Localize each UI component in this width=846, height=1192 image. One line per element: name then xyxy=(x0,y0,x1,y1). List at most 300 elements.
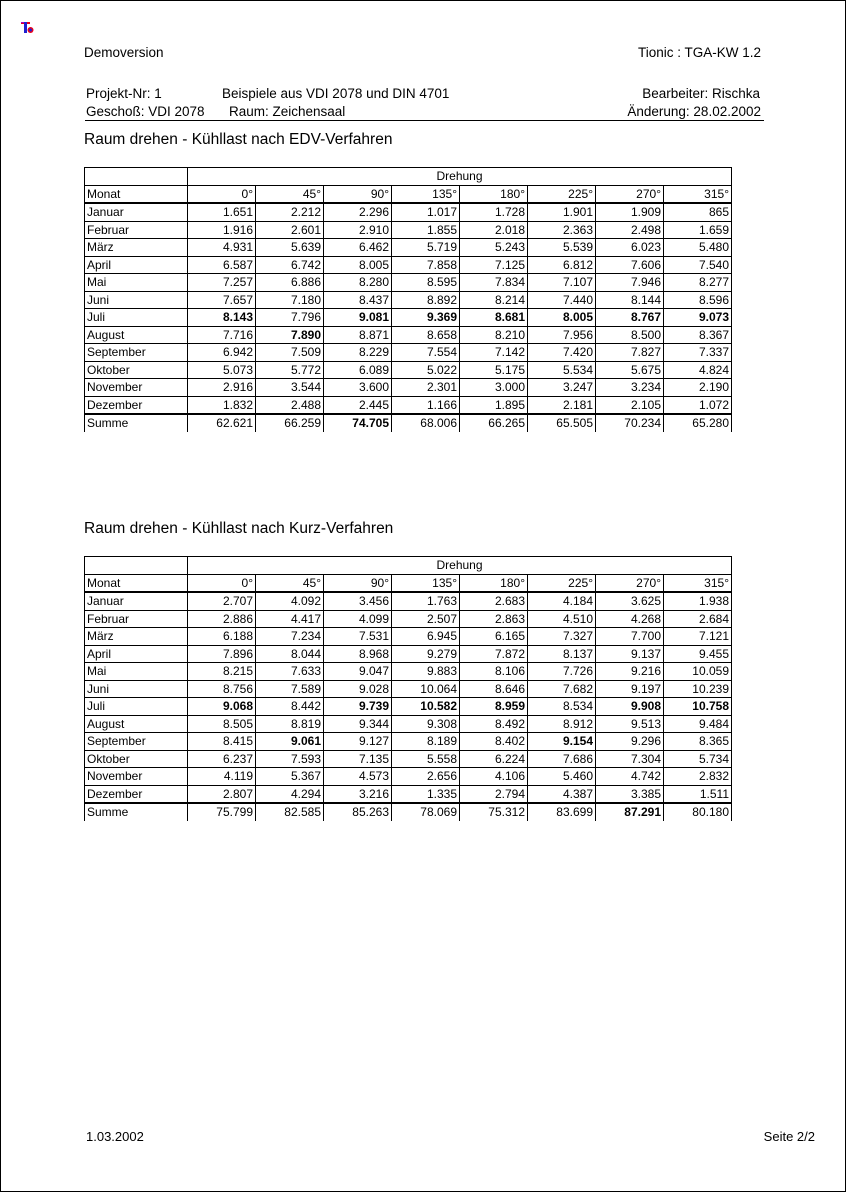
value-cell: 8.871 xyxy=(324,326,392,344)
value-cell: 2.190 xyxy=(664,379,732,397)
value-cell: 6.188 xyxy=(188,628,256,646)
table-1-title: Raum drehen - Kühllast nach EDV-Verfahren xyxy=(84,131,393,148)
value-cell: 1.728 xyxy=(460,203,528,221)
value-cell: 4.294 xyxy=(256,785,324,803)
value-cell: 2.683 xyxy=(460,592,528,610)
value-cell: 1.938 xyxy=(664,592,732,610)
value-cell: 4.742 xyxy=(596,768,664,786)
value-cell: 9.216 xyxy=(596,663,664,681)
value-cell: 1.511 xyxy=(664,785,732,803)
value-cell: 6.023 xyxy=(596,239,664,257)
value-cell: 7.657 xyxy=(188,291,256,309)
value-cell: 8.819 xyxy=(256,715,324,733)
value-cell: 7.593 xyxy=(256,750,324,768)
table-row xyxy=(85,610,732,628)
value-cell: 9.344 xyxy=(324,715,392,733)
sum-value-cell: 65.280 xyxy=(664,414,732,432)
angle-column-header: 45° xyxy=(256,574,324,592)
changed-date-label: Änderung: 28.02.2002 xyxy=(627,104,761,119)
value-cell: 8.756 xyxy=(188,680,256,698)
value-cell: 6.945 xyxy=(392,628,460,646)
month-column-header: Monat xyxy=(85,574,188,592)
value-cell: 8.367 xyxy=(664,326,732,344)
table-row xyxy=(85,768,732,786)
angle-column-header: 225° xyxy=(528,574,596,592)
value-cell: 1.895 xyxy=(460,396,528,414)
value-cell: 7.509 xyxy=(256,344,324,362)
group-header-row xyxy=(85,557,732,575)
sum-row xyxy=(85,803,732,821)
value-cell: 6.942 xyxy=(188,344,256,362)
value-cell: 2.916 xyxy=(188,379,256,397)
value-cell: 2.707 xyxy=(188,592,256,610)
value-cell: 1.916 xyxy=(188,221,256,239)
value-cell: 4.573 xyxy=(324,768,392,786)
value-cell: 9.137 xyxy=(596,645,664,663)
value-cell: 2.807 xyxy=(188,785,256,803)
app-version-label: Tionic : TGA-KW 1.2 xyxy=(637,45,761,60)
value-cell: 10.064 xyxy=(392,680,460,698)
value-cell: 7.890 xyxy=(256,326,324,344)
table-row xyxy=(85,361,732,379)
value-cell: 9.513 xyxy=(596,715,664,733)
value-cell: 5.175 xyxy=(460,361,528,379)
tionic-logo-icon xyxy=(21,21,35,35)
value-cell: 2.507 xyxy=(392,610,460,628)
value-cell: 5.734 xyxy=(664,750,732,768)
rotation-group-header: Drehung xyxy=(188,557,732,575)
value-cell: 1.763 xyxy=(392,592,460,610)
value-cell: 6.089 xyxy=(324,361,392,379)
value-cell: 4.119 xyxy=(188,768,256,786)
value-cell: 1.072 xyxy=(664,396,732,414)
table-row xyxy=(85,785,732,803)
value-cell: 2.601 xyxy=(256,221,324,239)
cooling-load-table-kurz xyxy=(84,556,732,821)
month-cell: April xyxy=(85,256,188,274)
value-cell: 7.327 xyxy=(528,628,596,646)
month-cell: November xyxy=(85,768,188,786)
value-cell: 8.143 xyxy=(188,309,256,327)
sum-value-cell: 74.705 xyxy=(324,414,392,432)
month-cell: Juni xyxy=(85,291,188,309)
value-cell: 9.739 xyxy=(324,698,392,716)
value-cell: 7.946 xyxy=(596,274,664,292)
sum-value-cell: 87.291 xyxy=(596,803,664,821)
value-cell: 5.534 xyxy=(528,361,596,379)
column-header-row xyxy=(85,574,732,592)
sum-value-cell: 62.621 xyxy=(188,414,256,432)
angle-column-header: 180° xyxy=(460,185,528,203)
value-cell: 9.455 xyxy=(664,645,732,663)
table-row xyxy=(85,326,732,344)
table-row xyxy=(85,203,732,221)
month-cell: Oktober xyxy=(85,361,188,379)
value-cell: 4.106 xyxy=(460,768,528,786)
sum-value-cell: 78.069 xyxy=(392,803,460,821)
value-cell: 8.415 xyxy=(188,733,256,751)
value-cell: 7.834 xyxy=(460,274,528,292)
value-cell: 5.243 xyxy=(460,239,528,257)
value-cell: 7.531 xyxy=(324,628,392,646)
value-cell: 7.686 xyxy=(528,750,596,768)
value-cell: 1.335 xyxy=(392,785,460,803)
sum-label-cell: Summe xyxy=(85,803,188,821)
value-cell: 5.639 xyxy=(256,239,324,257)
value-cell: 7.180 xyxy=(256,291,324,309)
sum-label-cell: Summe xyxy=(85,414,188,432)
value-cell: 2.488 xyxy=(256,396,324,414)
value-cell: 8.402 xyxy=(460,733,528,751)
value-cell: 4.387 xyxy=(528,785,596,803)
value-cell: 10.239 xyxy=(664,680,732,698)
value-cell: 9.073 xyxy=(664,309,732,327)
value-cell: 3.385 xyxy=(596,785,664,803)
angle-column-header: 225° xyxy=(528,185,596,203)
value-cell: 7.440 xyxy=(528,291,596,309)
value-cell: 7.716 xyxy=(188,326,256,344)
table-row xyxy=(85,645,732,663)
value-cell: 9.369 xyxy=(392,309,460,327)
empty-header-cell xyxy=(85,557,188,575)
value-cell: 9.068 xyxy=(188,698,256,716)
value-cell: 8.229 xyxy=(324,344,392,362)
value-cell: 7.606 xyxy=(596,256,664,274)
value-cell: 5.480 xyxy=(664,239,732,257)
value-cell: 8.534 xyxy=(528,698,596,716)
value-cell: 8.658 xyxy=(392,326,460,344)
month-cell: Februar xyxy=(85,610,188,628)
value-cell: 8.005 xyxy=(324,256,392,274)
value-cell: 6.224 xyxy=(460,750,528,768)
angle-column-header: 315° xyxy=(664,574,732,592)
sum-value-cell: 80.180 xyxy=(664,803,732,821)
sum-value-cell: 66.265 xyxy=(460,414,528,432)
value-cell: 9.908 xyxy=(596,698,664,716)
table-row xyxy=(85,239,732,257)
value-cell: 2.212 xyxy=(256,203,324,221)
value-cell: 5.675 xyxy=(596,361,664,379)
angle-column-header: 135° xyxy=(392,185,460,203)
value-cell: 8.277 xyxy=(664,274,732,292)
room-label: Raum: Zeichensaal xyxy=(229,104,346,119)
value-cell: 9.883 xyxy=(392,663,460,681)
value-cell: 5.367 xyxy=(256,768,324,786)
value-cell: 7.700 xyxy=(596,628,664,646)
month-cell: November xyxy=(85,379,188,397)
value-cell: 8.912 xyxy=(528,715,596,733)
angle-column-header: 0° xyxy=(188,574,256,592)
value-cell: 5.558 xyxy=(392,750,460,768)
value-cell: 2.105 xyxy=(596,396,664,414)
value-cell: 7.121 xyxy=(664,628,732,646)
value-cell: 3.247 xyxy=(528,379,596,397)
value-cell: 2.794 xyxy=(460,785,528,803)
month-cell: Juli xyxy=(85,309,188,327)
month-cell: Oktober xyxy=(85,750,188,768)
value-cell: 8.106 xyxy=(460,663,528,681)
value-cell: 2.832 xyxy=(664,768,732,786)
value-cell: 4.931 xyxy=(188,239,256,257)
value-cell: 8.280 xyxy=(324,274,392,292)
value-cell: 3.000 xyxy=(460,379,528,397)
value-cell: 7.956 xyxy=(528,326,596,344)
editor-label: Bearbeiter: Rischka xyxy=(642,86,760,101)
value-cell: 9.061 xyxy=(256,733,324,751)
month-cell: Februar xyxy=(85,221,188,239)
value-cell: 7.682 xyxy=(528,680,596,698)
value-cell: 9.154 xyxy=(528,733,596,751)
angle-column-header: 270° xyxy=(596,574,664,592)
angle-column-header: 90° xyxy=(324,574,392,592)
value-cell: 4.268 xyxy=(596,610,664,628)
value-cell: 7.796 xyxy=(256,309,324,327)
demo-version-label: Demoversion xyxy=(84,45,164,60)
sum-value-cell: 65.505 xyxy=(528,414,596,432)
value-cell: 9.308 xyxy=(392,715,460,733)
value-cell: 8.005 xyxy=(528,309,596,327)
print-date: 1.03.2002 xyxy=(86,1129,144,1144)
value-cell: 4.184 xyxy=(528,592,596,610)
value-cell: 7.633 xyxy=(256,663,324,681)
value-cell: 2.656 xyxy=(392,768,460,786)
month-cell: Mai xyxy=(85,274,188,292)
angle-column-header: 90° xyxy=(324,185,392,203)
value-cell: 7.337 xyxy=(664,344,732,362)
floor-label: Geschoß: VDI 2078 xyxy=(86,104,205,119)
value-cell: 6.742 xyxy=(256,256,324,274)
value-cell: 8.442 xyxy=(256,698,324,716)
value-cell: 2.018 xyxy=(460,221,528,239)
value-cell: 8.500 xyxy=(596,326,664,344)
value-cell: 7.827 xyxy=(596,344,664,362)
value-cell: 5.073 xyxy=(188,361,256,379)
value-cell: 8.365 xyxy=(664,733,732,751)
value-cell: 8.210 xyxy=(460,326,528,344)
value-cell: 7.589 xyxy=(256,680,324,698)
month-cell: Dezember xyxy=(85,785,188,803)
value-cell: 2.863 xyxy=(460,610,528,628)
value-cell: 7.540 xyxy=(664,256,732,274)
value-cell: 3.456 xyxy=(324,592,392,610)
month-cell: Juli xyxy=(85,698,188,716)
month-cell: August xyxy=(85,715,188,733)
column-header-row xyxy=(85,185,732,203)
page-number: Seite 2/2 xyxy=(763,1129,815,1144)
value-cell: 6.165 xyxy=(460,628,528,646)
value-cell: 8.215 xyxy=(188,663,256,681)
empty-header-cell xyxy=(85,168,188,186)
value-cell: 4.099 xyxy=(324,610,392,628)
value-cell: 8.681 xyxy=(460,309,528,327)
value-cell: 10.059 xyxy=(664,663,732,681)
value-cell: 2.910 xyxy=(324,221,392,239)
table-row xyxy=(85,750,732,768)
angle-column-header: 0° xyxy=(188,185,256,203)
value-cell: 8.892 xyxy=(392,291,460,309)
value-cell: 6.587 xyxy=(188,256,256,274)
value-cell: 8.214 xyxy=(460,291,528,309)
value-cell: 10.758 xyxy=(664,698,732,716)
month-cell: April xyxy=(85,645,188,663)
value-cell: 8.044 xyxy=(256,645,324,663)
value-cell: 7.896 xyxy=(188,645,256,663)
value-cell: 7.257 xyxy=(188,274,256,292)
angle-column-header: 45° xyxy=(256,185,324,203)
value-cell: 2.684 xyxy=(664,610,732,628)
value-cell: 7.554 xyxy=(392,344,460,362)
table-row xyxy=(85,344,732,362)
table-row xyxy=(85,379,732,397)
value-cell: 1.651 xyxy=(188,203,256,221)
value-cell: 9.028 xyxy=(324,680,392,698)
value-cell: 2.445 xyxy=(324,396,392,414)
angle-column-header: 180° xyxy=(460,574,528,592)
value-cell: 2.181 xyxy=(528,396,596,414)
month-cell: März xyxy=(85,628,188,646)
table-row xyxy=(85,698,732,716)
table-row xyxy=(85,733,732,751)
value-cell: 5.539 xyxy=(528,239,596,257)
value-cell: 2.886 xyxy=(188,610,256,628)
month-cell: Januar xyxy=(85,592,188,610)
cooling-load-table-edv xyxy=(84,167,732,432)
sum-value-cell: 83.699 xyxy=(528,803,596,821)
angle-column-header: 315° xyxy=(664,185,732,203)
value-cell: 5.719 xyxy=(392,239,460,257)
sum-value-cell: 75.799 xyxy=(188,803,256,821)
sum-value-cell: 66.259 xyxy=(256,414,324,432)
table-row xyxy=(85,396,732,414)
table-row xyxy=(85,680,732,698)
value-cell: 7.420 xyxy=(528,344,596,362)
value-cell: 6.812 xyxy=(528,256,596,274)
table-row xyxy=(85,309,732,327)
value-cell: 3.625 xyxy=(596,592,664,610)
table-row xyxy=(85,628,732,646)
value-cell: 9.127 xyxy=(324,733,392,751)
value-cell: 7.872 xyxy=(460,645,528,663)
value-cell: 9.197 xyxy=(596,680,664,698)
value-cell: 2.296 xyxy=(324,203,392,221)
month-cell: August xyxy=(85,326,188,344)
table-row xyxy=(85,592,732,610)
group-header-row xyxy=(85,168,732,186)
value-cell: 4.417 xyxy=(256,610,324,628)
month-cell: Mai xyxy=(85,663,188,681)
value-cell: 5.460 xyxy=(528,768,596,786)
value-cell: 2.498 xyxy=(596,221,664,239)
value-cell: 2.301 xyxy=(392,379,460,397)
value-cell: 6.237 xyxy=(188,750,256,768)
month-cell: September xyxy=(85,344,188,362)
rotation-group-header: Drehung xyxy=(188,168,732,186)
sum-row xyxy=(85,414,732,432)
value-cell: 3.600 xyxy=(324,379,392,397)
value-cell: 10.582 xyxy=(392,698,460,716)
value-cell: 9.296 xyxy=(596,733,664,751)
month-cell: März xyxy=(85,239,188,257)
value-cell: 5.772 xyxy=(256,361,324,379)
value-cell: 7.125 xyxy=(460,256,528,274)
value-cell: 8.189 xyxy=(392,733,460,751)
value-cell: 1.855 xyxy=(392,221,460,239)
value-cell: 8.437 xyxy=(324,291,392,309)
month-cell: Juni xyxy=(85,680,188,698)
value-cell: 1.017 xyxy=(392,203,460,221)
value-cell: 6.886 xyxy=(256,274,324,292)
value-cell: 5.022 xyxy=(392,361,460,379)
value-cell: 2.363 xyxy=(528,221,596,239)
table-row xyxy=(85,663,732,681)
value-cell: 8.492 xyxy=(460,715,528,733)
value-cell: 9.081 xyxy=(324,309,392,327)
value-cell: 7.107 xyxy=(528,274,596,292)
table-row xyxy=(85,291,732,309)
value-cell: 9.484 xyxy=(664,715,732,733)
angle-column-header: 270° xyxy=(596,185,664,203)
value-cell: 4.824 xyxy=(664,361,732,379)
value-cell: 1.909 xyxy=(596,203,664,221)
sum-value-cell: 82.585 xyxy=(256,803,324,821)
value-cell: 4.510 xyxy=(528,610,596,628)
value-cell: 1.832 xyxy=(188,396,256,414)
value-cell: 8.505 xyxy=(188,715,256,733)
value-cell: 8.646 xyxy=(460,680,528,698)
value-cell: 865 xyxy=(664,203,732,221)
table-row xyxy=(85,221,732,239)
value-cell: 8.968 xyxy=(324,645,392,663)
value-cell: 1.659 xyxy=(664,221,732,239)
value-cell: 9.279 xyxy=(392,645,460,663)
value-cell: 7.726 xyxy=(528,663,596,681)
value-cell: 1.166 xyxy=(392,396,460,414)
value-cell: 7.135 xyxy=(324,750,392,768)
table-row xyxy=(85,256,732,274)
value-cell: 3.234 xyxy=(596,379,664,397)
value-cell: 8.137 xyxy=(528,645,596,663)
header-divider xyxy=(85,120,764,121)
project-description: Beispiele aus VDI 2078 und DIN 4701 xyxy=(222,86,450,101)
sum-value-cell: 70.234 xyxy=(596,414,664,432)
value-cell: 8.595 xyxy=(392,274,460,292)
value-cell: 7.304 xyxy=(596,750,664,768)
month-cell: September xyxy=(85,733,188,751)
month-cell: Dezember xyxy=(85,396,188,414)
value-cell: 8.144 xyxy=(596,291,664,309)
project-number: Projekt-Nr: 1 xyxy=(86,86,162,101)
value-cell: 8.959 xyxy=(460,698,528,716)
table-2-title: Raum drehen - Kühllast nach Kurz-Verfahren xyxy=(84,520,394,537)
sum-value-cell: 85.263 xyxy=(324,803,392,821)
value-cell: 7.142 xyxy=(460,344,528,362)
table-row xyxy=(85,715,732,733)
value-cell: 3.544 xyxy=(256,379,324,397)
value-cell: 1.901 xyxy=(528,203,596,221)
value-cell: 8.596 xyxy=(664,291,732,309)
value-cell: 8.767 xyxy=(596,309,664,327)
sum-value-cell: 68.006 xyxy=(392,414,460,432)
sum-value-cell: 75.312 xyxy=(460,803,528,821)
value-cell: 4.092 xyxy=(256,592,324,610)
angle-column-header: 135° xyxy=(392,574,460,592)
value-cell: 6.462 xyxy=(324,239,392,257)
month-column-header: Monat xyxy=(85,185,188,203)
value-cell: 3.216 xyxy=(324,785,392,803)
value-cell: 7.234 xyxy=(256,628,324,646)
month-cell: Januar xyxy=(85,203,188,221)
table-row xyxy=(85,274,732,292)
